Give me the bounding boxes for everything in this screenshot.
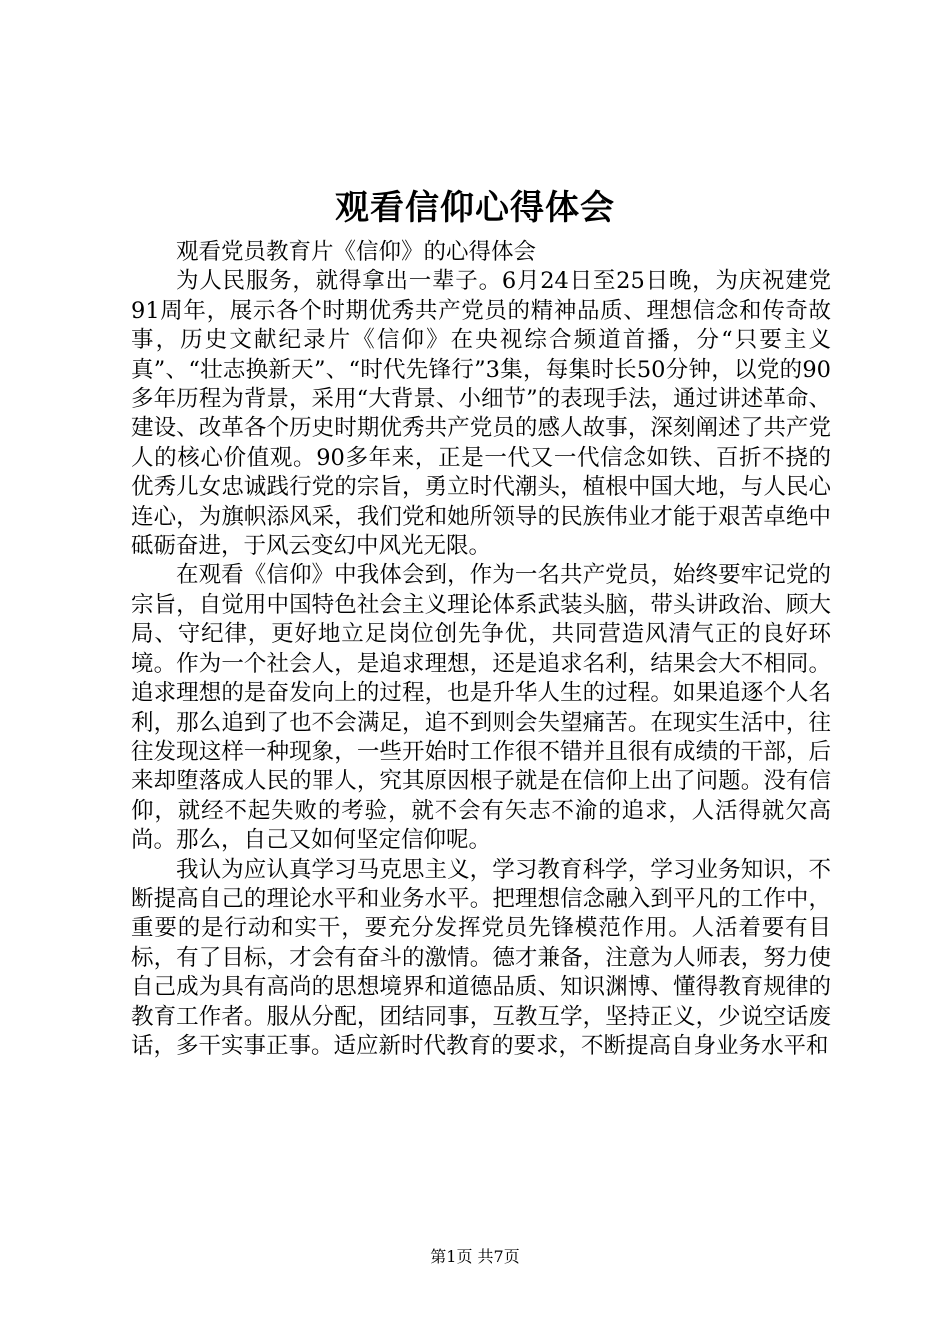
page-footer: 第1页 共7页: [430, 1247, 520, 1266]
document-title: 观看信仰心得体会: [335, 188, 615, 228]
paragraph-3: 我认为应认真学习马克思主义，学习教育科学，学习业务知识，不断提高自己的理论水平和业务水平。把理想信念融入到平凡的工作中，重要的是行动和实干，要充分发挥党员先锋模范作用。人活着要有目标，有了目标，才会有奋斗的激情。德才兼备，注意为人师表，努力使自己成为具有高尚的思想境界和道德品质、知识渊博、懂得教育规律的教育工作者。服从分配，团结同事，互教互学，坚持正义，少说空话废话，多干实事正事。适应新时代教育的要求，不断提高自身业务水平和: [131, 856, 831, 1059]
paragraph-1: 为人民服务，就得拿出一辈子。6月24日至25日晚，为庆祝建党91周年，展示各个时期优秀共产党员的精神品质、理想信念和传奇故事，历史文献纪录片《信仰》在央视综合频道首播，分“只要主义真”、“壮志换新天”、“时代先锋行”3集，每集时长50分钟，以党的90多年历程为背景，采用“大背景、小细节”的表现手法，通过讲述革命、建设、改革各个历史时期优秀共产党员的感人故事，深刻阐述了共产党人的核心价值观。90多年来，正是一代又一代信念如铁、百折不挠的优秀儿女忠诚践行党的宗旨，勇立时代潮头，植根中国大地，与人民心连心，为旗帜添风采，我们党和她所领导的民族伟业才能于艰苦卓绝中砥砺奋进，于风云变幻中风光无限。: [131, 268, 831, 560]
document-body: [131, 238, 831, 1061]
document-subtitle: 观看党员教育片《信仰》的心得体会: [176, 239, 537, 265]
paragraph-2: 在观看《信仰》中我体会到，作为一名共产党员，始终要牢记党的宗旨，自觉用中国特色社会主义理论体系武装头脑，带头讲政治、顾大局、守纪律，更好地立足岗位创先争优，共同营造风清气正的良好环境。作为一个社会人，是追求理想，还是追求名利，结果会大不相同。追求理想的是奋发向上的过程，也是升华人生的过程。如果追逐个人名利，那么追到了也不会满足，追不到则会失望痛苦。在现实生活中，往往发现这样一种现象，一些开始时工作很不错并且很有成绩的干部，后来却堕落成人民的罪人，究其原因根子就是在信仰上出了问题。没有信仰，就经不起失败的考验，就不会有矢志不渝的追求，人活得就欠高尚。那么，自己又如何坚定信仰呢。: [131, 562, 831, 854]
